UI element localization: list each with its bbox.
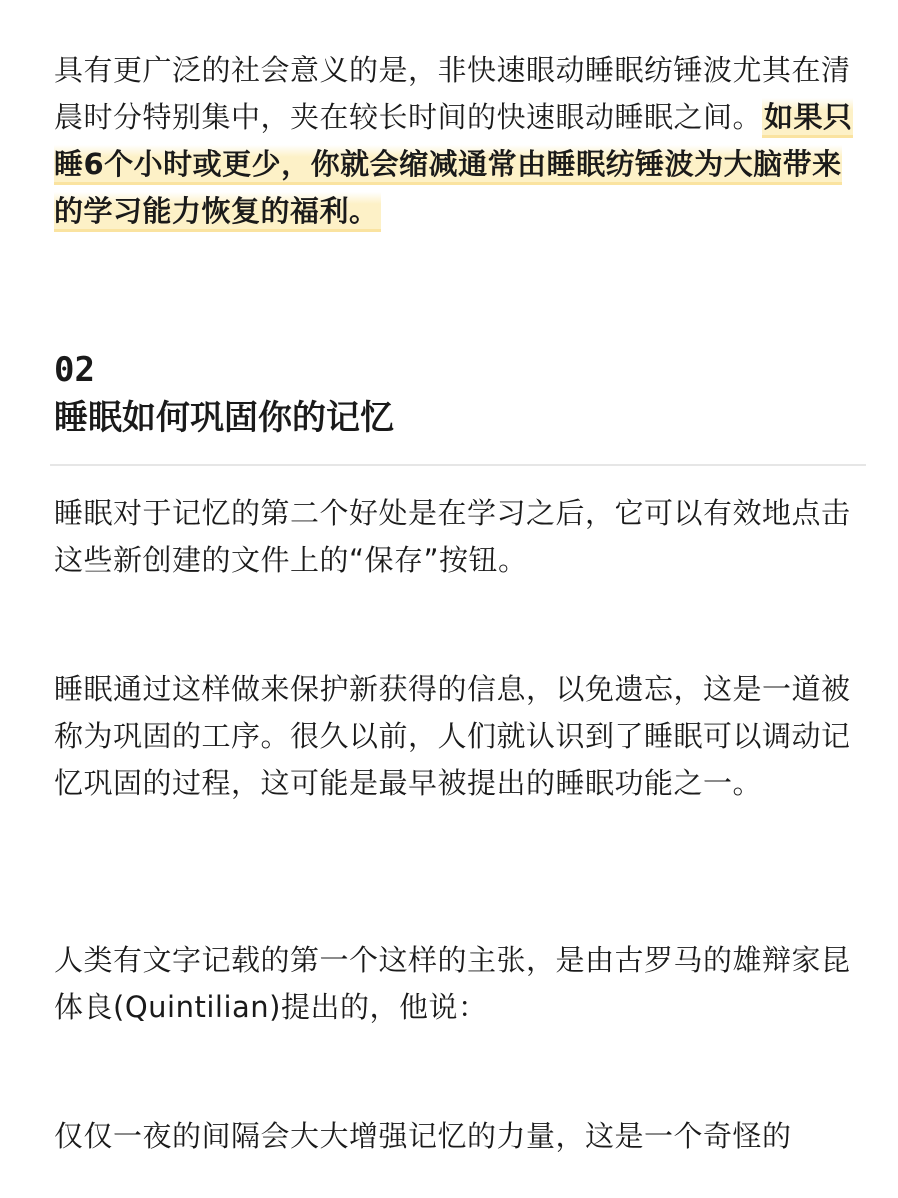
paragraph-save-button: 睡眠对于记忆的第二个好处是在学习之后，它可以有效地点击这些新创建的文件上的“保存”按钮。	[54, 496, 851, 577]
paragraph-sleep-spindles	[54, 47, 854, 235]
paragraph-quintilian: 人类有文字记载的第一个这样的主张，是由古罗马的雄辩家昆体良(Quintilian)提出的，他说：	[54, 943, 851, 1024]
section-number: 02	[54, 350, 95, 390]
paragraph-quote: 仅仅一夜的间隔会大大增强记忆的力量，这是一个奇怪的	[54, 1119, 792, 1153]
paragraph-sleep-spindles-text: 具有更广泛的社会意义的是，非快速眼动睡眠纺锤波尤其在清晨时分特别集中，夹在较长时间的快速眼动睡眠之间。	[54, 53, 851, 134]
section-title: 睡眠如何巩固你的记忆	[54, 398, 394, 438]
highlighted-key-point: 如果只睡6个小时或更少，你就会缩减通常由睡眠纺锤波为大脑带来的学习能力恢复的福利。	[54, 98, 853, 232]
paragraph-consolidation: 睡眠通过这样做来保护新获得的信息，以免遗忘，这是一道被称为巩固的工序。很久以前，人们就认识到了睡眠可以调动记忆巩固的过程，这可能是最早被提出的睡眠功能之一。	[54, 672, 851, 800]
section-divider	[50, 464, 866, 466]
